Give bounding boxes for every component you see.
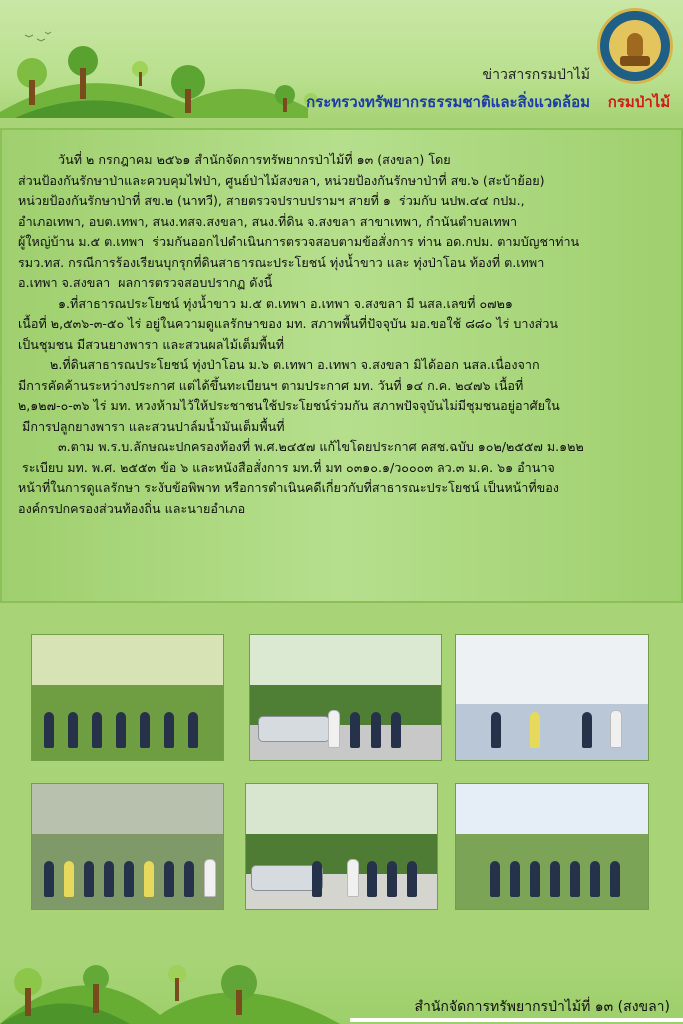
photo-truck-inspection [245, 783, 438, 910]
article-paragraph-1: วันที่ ๒ กรกฎาคม ๒๕๖๑ สำนักจัดการทรัพยากรป่าไม้ที่ ๑๓ (สงขลา) โดย ส่วนป้องกันรักษาป่าและควบคุมไฟป่า, ศูนย์ป่าไม้สงขลา, หน่วยป้องกันรักษาป่าที่ สข.๖ (สะบ้าย้อย) หน่วยป้องกันรักษาป่าที่ สข.๒ (นาทวี), สายตรวจปราบปรามฯ สายที่ ๑ ร่วมกับ นปพ.๔๔ กปม., อำเภอเทพา, อบต.เทพา, สนง.ทสจ.สงขลา, สนง.ที่ดิน จ.สงขลา สาขาเทพา, กำนันตำบลเทพา ผู้ใหญ่บ้าน ม.๕ ต.เทพา ร่วมกันออกไปดำเนินการตรวจสอบตามข้อสั่งการ ท่าน อด.กปม. ตามบัญชาท่าน รมว.ทส. กรณีการร้องเรียนบุกรุกที่ดินสาธารณะประโยชน์ ทุ่งน้ำขาว และ ทุ่งป่าโอน ท้องที่ ต.เทพา อ.เทพา จ.สงขลา ผลการตรวจสอบปรากฏ ดังนี้ [18, 152, 580, 290]
article-body [18, 150, 666, 519]
photo-rural-land [455, 783, 649, 910]
photo-officers-group [31, 634, 224, 761]
department-logo [597, 8, 673, 84]
department-name: กรมป่าไม้ [607, 93, 671, 111]
article-paragraph-4: ๓.ตาม พ.ร.บ.ลักษณะปกครองท้องที่ พ.ศ.๒๔๕๗ แก้ไขโดยประกาศ คสช.ฉบับ ๑๐๒/๒๕๕๗ ม.๑๒๒ ระเบียบ มท. พ.ศ. ๒๕๕๓ ข้อ ๖ และหนังสือสั่งการ มท.ที่ มท ๐๓๑๐.๑/ว๐๐๐๓ ลว.๓ ม.ค. ๖๑ อำนาจ หน้าที่ในการดูแลรักษา ระงับข้อพิพาท หรือการดำเนินคดีเกี่ยวกับที่สาธารณะประโยชน์ เป็นหน้าที่ของ องค์กรปกครองส่วนท้องถิ่น และนายอำเภอ [18, 439, 584, 516]
ministry-name: กระทรวงทรัพยากรธรรมชาติและสิ่งแวดล้อม [306, 93, 590, 111]
photo-meeting-room [455, 634, 649, 761]
footer-divider [350, 1018, 683, 1022]
footer-office-name: สำนักจัดการทรัพยากรป่าไม้ที่ ๑๓ (สงขลา) [414, 999, 670, 1015]
header-banner [0, 0, 683, 118]
article-paragraph-3: ๒.ที่ดินสาธารณประโยชน์ ทุ่งป่าโอน ม.๖ ต.เทพา อ.เทพา จ.สงขลา มิได้ออก นสล.เนื่องจาก มีการคัดค้านระหว่างประกาศ แต่ได้ขึ้นทะเบียนฯ ตามประกาศ มท. วันที่ ๑๔ ก.ค. ๒๔๗๖ เนื้อที่ ๒,๑๒๗-๐-๓๖ ไร่ มท. หวงห้ามไว้ให้ประชาชนใช้ประโยชน์ร่วมกัน สภาพปัจจุบันไม่มีชุมชนอยู่อาศัยใน มีการปลูกยางพารา และสวนปาล์มน้ำมันเต็มพื้นที่ [18, 357, 560, 434]
news-label: ข่าวสารกรมป่าไม้ [482, 67, 590, 83]
photo-field-inspection [249, 634, 442, 761]
photo-group-building [31, 783, 224, 910]
article-paragraph-2: ๑.ที่สาธารณประโยชน์ ทุ่งน้ำขาว ม.๕ ต.เทพา อ.เทพา จ.สงขลา มี นสล.เลขที่ ๐๗๒๑ เนื้อที่ ๒,๕๓๖-๓-๕๐ ไร่ อยู่ในความดูแลรักษาของ มท. สภาพพื้นที่ปัจจุบัน มอ.ขอใช้ ๘๘๐ ไร่ บางส่วน เป็นชุมชน มีสวนยางพารา และสวนผลไม้เต็มพื้นที่ [18, 295, 559, 352]
